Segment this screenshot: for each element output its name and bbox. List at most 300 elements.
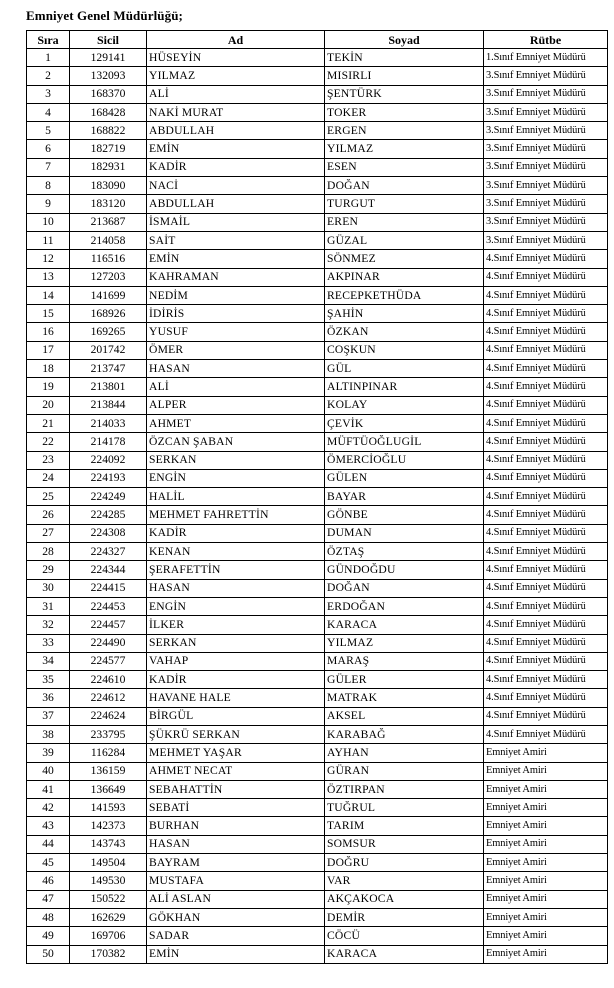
cell-ad: SERKAN — [147, 451, 325, 469]
cell-rutbe: Emniyet Amiri — [484, 817, 608, 835]
cell-rutbe: 4.Sınıf Emniyet Müdürü — [484, 378, 608, 396]
cell-sira: 45 — [27, 854, 70, 872]
cell-sicil: 224577 — [70, 652, 147, 670]
cell-soyad: DOĞAN — [325, 177, 484, 195]
cell-rutbe: 4.Sınıf Emniyet Müdürü — [484, 286, 608, 304]
cell-soyad: EREN — [325, 213, 484, 231]
cell-sira: 26 — [27, 506, 70, 524]
cell-sicil: 224092 — [70, 451, 147, 469]
cell-soyad: KARACA — [325, 616, 484, 634]
cell-sira: 22 — [27, 433, 70, 451]
cell-sicil: 182719 — [70, 140, 147, 158]
table-row — [27, 835, 608, 853]
cell-sira: 36 — [27, 689, 70, 707]
cell-ad: KADİR — [147, 671, 325, 689]
table-row — [27, 378, 608, 396]
cell-ad: ABDULLAH — [147, 195, 325, 213]
cell-sicil: 201742 — [70, 341, 147, 359]
cell-sicil: 214058 — [70, 231, 147, 249]
cell-rutbe: Emniyet Amiri — [484, 854, 608, 872]
cell-ad: SEBATİ — [147, 799, 325, 817]
cell-sicil: 224308 — [70, 524, 147, 542]
cell-soyad: DOĞAN — [325, 579, 484, 597]
cell-soyad: COŞKUN — [325, 341, 484, 359]
cell-rutbe: 4.Sınıf Emniyet Müdürü — [484, 250, 608, 268]
cell-ad: EMİN — [147, 945, 325, 963]
cell-rutbe: 4.Sınıf Emniyet Müdürü — [484, 634, 608, 652]
cell-sira: 28 — [27, 543, 70, 561]
cell-sira: 35 — [27, 671, 70, 689]
cell-ad: YILMAZ — [147, 67, 325, 85]
table-row — [27, 762, 608, 780]
cell-sicil: 136649 — [70, 780, 147, 798]
cell-ad: ÖZCAN ŞABAN — [147, 433, 325, 451]
cell-ad: HASAN — [147, 835, 325, 853]
table-row — [27, 890, 608, 908]
cell-sira: 8 — [27, 177, 70, 195]
cell-sicil: 224610 — [70, 671, 147, 689]
cell-sira: 40 — [27, 762, 70, 780]
table-row — [27, 689, 608, 707]
cell-sicil: 116516 — [70, 250, 147, 268]
cell-sira: 7 — [27, 158, 70, 176]
cell-soyad: ÖZTIRPAN — [325, 780, 484, 798]
cell-ad: ENGİN — [147, 469, 325, 487]
cell-soyad: ÖZKAN — [325, 323, 484, 341]
cell-sira: 6 — [27, 140, 70, 158]
cell-ad: ÖMER — [147, 341, 325, 359]
cell-sira: 9 — [27, 195, 70, 213]
cell-soyad: MATRAK — [325, 689, 484, 707]
cell-sicil: 224249 — [70, 488, 147, 506]
cell-soyad: KARACA — [325, 945, 484, 963]
cell-ad: MEHMET FAHRETTİN — [147, 506, 325, 524]
column-header-sira: Sıra — [27, 31, 70, 49]
cell-ad: AHMET — [147, 414, 325, 432]
cell-rutbe: 4.Sınıf Emniyet Müdürü — [484, 341, 608, 359]
cell-rutbe: 4.Sınıf Emniyet Müdürü — [484, 268, 608, 286]
cell-sira: 5 — [27, 122, 70, 140]
cell-ad: MUSTAFA — [147, 872, 325, 890]
cell-ad: AHMET NECAT — [147, 762, 325, 780]
cell-ad: ENGİN — [147, 597, 325, 615]
table-row — [27, 140, 608, 158]
table-row — [27, 451, 608, 469]
cell-rutbe: 4.Sınıf Emniyet Müdürü — [484, 451, 608, 469]
cell-sira: 11 — [27, 231, 70, 249]
cell-sira: 32 — [27, 616, 70, 634]
cell-sicil: 224415 — [70, 579, 147, 597]
cell-rutbe: 1.Sınıf Emniyet Müdürü — [484, 49, 608, 67]
table-row — [27, 305, 608, 323]
table-row — [27, 744, 608, 762]
cell-sicil: 214033 — [70, 414, 147, 432]
cell-sira: 48 — [27, 908, 70, 926]
table-row — [27, 634, 608, 652]
cell-ad: ŞÜKRÜ SERKAN — [147, 725, 325, 743]
cell-sira: 29 — [27, 561, 70, 579]
cell-ad: ALİ — [147, 378, 325, 396]
cell-sicil: 183120 — [70, 195, 147, 213]
cell-sicil: 224457 — [70, 616, 147, 634]
cell-soyad: DEMİR — [325, 908, 484, 926]
table-row — [27, 945, 608, 963]
cell-sicil: 141593 — [70, 799, 147, 817]
table-row — [27, 250, 608, 268]
cell-sira: 43 — [27, 817, 70, 835]
cell-soyad: KARABAĞ — [325, 725, 484, 743]
cell-ad: YUSUF — [147, 323, 325, 341]
cell-rutbe: 4.Sınıf Emniyet Müdürü — [484, 360, 608, 378]
cell-sira: 21 — [27, 414, 70, 432]
table-row — [27, 872, 608, 890]
table-row — [27, 854, 608, 872]
table-body — [27, 49, 608, 964]
page-title: Emniyet Genel Müdürlüğü; — [26, 8, 183, 23]
cell-rutbe: 3.Sınıf Emniyet Müdürü — [484, 67, 608, 85]
cell-soyad: TUĞRUL — [325, 799, 484, 817]
cell-ad: GÖKHAN — [147, 908, 325, 926]
cell-ad: SEBAHATTİN — [147, 780, 325, 798]
table-row — [27, 616, 608, 634]
cell-ad: SADAR — [147, 927, 325, 945]
cell-rutbe: Emniyet Amiri — [484, 908, 608, 926]
table-row — [27, 817, 608, 835]
cell-soyad: ŞAHİN — [325, 305, 484, 323]
cell-sira: 42 — [27, 799, 70, 817]
table-row — [27, 323, 608, 341]
cell-rutbe: 4.Sınıf Emniyet Müdürü — [484, 433, 608, 451]
cell-rutbe: 4.Sınıf Emniyet Müdürü — [484, 524, 608, 542]
cell-sicil: 213687 — [70, 213, 147, 231]
cell-soyad: ÇEVİK — [325, 414, 484, 432]
cell-soyad: ŞENTÜRK — [325, 85, 484, 103]
cell-sira: 30 — [27, 579, 70, 597]
cell-sicil: 168370 — [70, 85, 147, 103]
header-row — [27, 31, 608, 49]
cell-rutbe: 3.Sınıf Emniyet Müdürü — [484, 177, 608, 195]
column-header-rutbe: Rütbe — [484, 31, 608, 49]
cell-soyad: YILMAZ — [325, 140, 484, 158]
table-row — [27, 158, 608, 176]
cell-rutbe: 4.Sınıf Emniyet Müdürü — [484, 469, 608, 487]
cell-rutbe: 4.Sınıf Emniyet Müdürü — [484, 323, 608, 341]
table-row — [27, 488, 608, 506]
cell-sira: 25 — [27, 488, 70, 506]
cell-sira: 2 — [27, 67, 70, 85]
cell-ad: ALPER — [147, 396, 325, 414]
cell-ad: VAHAP — [147, 652, 325, 670]
cell-sicil: 168428 — [70, 103, 147, 121]
table-header — [27, 31, 608, 49]
column-header-sicil: Sicil — [70, 31, 147, 49]
cell-ad: İSMAİL — [147, 213, 325, 231]
cell-rutbe: 4.Sınıf Emniyet Müdürü — [484, 689, 608, 707]
cell-rutbe: 4.Sınıf Emniyet Müdürü — [484, 652, 608, 670]
cell-soyad: GÜL — [325, 360, 484, 378]
table-row — [27, 396, 608, 414]
table-row — [27, 49, 608, 67]
table-row — [27, 195, 608, 213]
cell-soyad: AKPINAR — [325, 268, 484, 286]
cell-sira: 47 — [27, 890, 70, 908]
cell-sira: 31 — [27, 597, 70, 615]
cell-rutbe: 3.Sınıf Emniyet Müdürü — [484, 231, 608, 249]
cell-sira: 38 — [27, 725, 70, 743]
cell-sira: 37 — [27, 707, 70, 725]
cell-rutbe: Emniyet Amiri — [484, 927, 608, 945]
table-row — [27, 725, 608, 743]
cell-ad: HAVANE HALE — [147, 689, 325, 707]
table-row — [27, 433, 608, 451]
cell-sicil: 213844 — [70, 396, 147, 414]
cell-sicil: 168926 — [70, 305, 147, 323]
table-row — [27, 469, 608, 487]
cell-ad: SAİT — [147, 231, 325, 249]
table-row — [27, 268, 608, 286]
cell-sira: 33 — [27, 634, 70, 652]
cell-soyad: ERGEN — [325, 122, 484, 140]
cell-soyad: GÖNBE — [325, 506, 484, 524]
cell-sicil: 168822 — [70, 122, 147, 140]
cell-sicil: 141699 — [70, 286, 147, 304]
table-row — [27, 103, 608, 121]
cell-sira: 20 — [27, 396, 70, 414]
cell-sicil: 132093 — [70, 67, 147, 85]
cell-sicil: 224285 — [70, 506, 147, 524]
table-row — [27, 597, 608, 615]
cell-sicil: 233795 — [70, 725, 147, 743]
cell-soyad: MÜFTÜOĞLUGİL — [325, 433, 484, 451]
cell-rutbe: 3.Sınıf Emniyet Müdürü — [484, 195, 608, 213]
cell-rutbe: 4.Sınıf Emniyet Müdürü — [484, 414, 608, 432]
cell-soyad: ERDOĞAN — [325, 597, 484, 615]
cell-sira: 12 — [27, 250, 70, 268]
cell-soyad: GÜLER — [325, 671, 484, 689]
table-row — [27, 414, 608, 432]
cell-soyad: ESEN — [325, 158, 484, 176]
cell-soyad: MISIRLI — [325, 67, 484, 85]
cell-soyad: BAYAR — [325, 488, 484, 506]
cell-sira: 19 — [27, 378, 70, 396]
cell-soyad: CÖCÜ — [325, 927, 484, 945]
table-row — [27, 927, 608, 945]
cell-sicil: 213801 — [70, 378, 147, 396]
cell-ad: HASAN — [147, 360, 325, 378]
cell-soyad: ÖMERCİOĞLU — [325, 451, 484, 469]
cell-rutbe: 4.Sınıf Emniyet Müdürü — [484, 671, 608, 689]
cell-rutbe: 4.Sınıf Emniyet Müdürü — [484, 725, 608, 743]
table-row — [27, 360, 608, 378]
cell-sira: 44 — [27, 835, 70, 853]
cell-ad: KADİR — [147, 158, 325, 176]
cell-rutbe: 3.Sınıf Emniyet Müdürü — [484, 213, 608, 231]
cell-ad: ŞERAFETTİN — [147, 561, 325, 579]
cell-rutbe: 4.Sınıf Emniyet Müdürü — [484, 396, 608, 414]
cell-sicil: 129141 — [70, 49, 147, 67]
cell-rutbe: Emniyet Amiri — [484, 780, 608, 798]
table-row — [27, 506, 608, 524]
table-row — [27, 543, 608, 561]
cell-sira: 24 — [27, 469, 70, 487]
table-row — [27, 85, 608, 103]
cell-sicil: 224490 — [70, 634, 147, 652]
cell-sicil: 170382 — [70, 945, 147, 963]
cell-ad: BAYRAM — [147, 854, 325, 872]
table-row — [27, 122, 608, 140]
cell-sira: 15 — [27, 305, 70, 323]
cell-sira: 18 — [27, 360, 70, 378]
cell-soyad: TEKİN — [325, 49, 484, 67]
cell-sicil: 224193 — [70, 469, 147, 487]
table-row — [27, 561, 608, 579]
cell-ad: BURHAN — [147, 817, 325, 835]
table-row — [27, 652, 608, 670]
cell-ad: ALİ ASLAN — [147, 890, 325, 908]
cell-sicil: 224612 — [70, 689, 147, 707]
table-row — [27, 799, 608, 817]
cell-ad: MEHMET YAŞAR — [147, 744, 325, 762]
cell-soyad: ÖZTAŞ — [325, 543, 484, 561]
cell-rutbe: 3.Sınıf Emniyet Müdürü — [484, 103, 608, 121]
cell-soyad: AKÇAKOCA — [325, 890, 484, 908]
cell-soyad: MARAŞ — [325, 652, 484, 670]
cell-ad: BİRGÜL — [147, 707, 325, 725]
cell-soyad: YILMAZ — [325, 634, 484, 652]
cell-sira: 49 — [27, 927, 70, 945]
cell-ad: HÜSEYİN — [147, 49, 325, 67]
cell-sicil: 224327 — [70, 543, 147, 561]
cell-sicil: 142373 — [70, 817, 147, 835]
cell-sicil: 136159 — [70, 762, 147, 780]
cell-soyad: TOKER — [325, 103, 484, 121]
cell-sicil: 116284 — [70, 744, 147, 762]
cell-soyad: SOMSUR — [325, 835, 484, 853]
cell-ad: NACİ — [147, 177, 325, 195]
cell-rutbe: Emniyet Amiri — [484, 872, 608, 890]
cell-rutbe: Emniyet Amiri — [484, 744, 608, 762]
cell-soyad: SÖNMEZ — [325, 250, 484, 268]
cell-rutbe: 4.Sınıf Emniyet Müdürü — [484, 616, 608, 634]
table-row — [27, 671, 608, 689]
cell-ad: KAHRAMAN — [147, 268, 325, 286]
cell-sira: 27 — [27, 524, 70, 542]
cell-rutbe: Emniyet Amiri — [484, 890, 608, 908]
cell-ad: HASAN — [147, 579, 325, 597]
cell-sicil: 213747 — [70, 360, 147, 378]
table-row — [27, 524, 608, 542]
cell-soyad: VAR — [325, 872, 484, 890]
cell-ad: KENAN — [147, 543, 325, 561]
cell-sira: 41 — [27, 780, 70, 798]
cell-sira: 39 — [27, 744, 70, 762]
cell-sira: 50 — [27, 945, 70, 963]
cell-sicil: 224453 — [70, 597, 147, 615]
cell-sira: 46 — [27, 872, 70, 890]
table-row — [27, 231, 608, 249]
cell-soyad: TARIM — [325, 817, 484, 835]
table-row — [27, 341, 608, 359]
cell-soyad: RECEPKETHÜDA — [325, 286, 484, 304]
cell-soyad: GÜNDOĞDU — [325, 561, 484, 579]
cell-rutbe: Emniyet Amiri — [484, 762, 608, 780]
cell-ad: HALİL — [147, 488, 325, 506]
table-row — [27, 707, 608, 725]
personnel-table — [26, 30, 608, 964]
cell-sira: 14 — [27, 286, 70, 304]
cell-sicil: 182931 — [70, 158, 147, 176]
cell-soyad: AKSEL — [325, 707, 484, 725]
cell-soyad: ALTINPINAR — [325, 378, 484, 396]
cell-ad: NAKİ MURAT — [147, 103, 325, 121]
cell-sira: 16 — [27, 323, 70, 341]
cell-sicil: 169265 — [70, 323, 147, 341]
cell-rutbe: 4.Sınıf Emniyet Müdürü — [484, 488, 608, 506]
cell-ad: SERKAN — [147, 634, 325, 652]
cell-rutbe: 4.Sınıf Emniyet Müdürü — [484, 579, 608, 597]
cell-sira: 1 — [27, 49, 70, 67]
cell-sicil: 150522 — [70, 890, 147, 908]
cell-ad: EMİN — [147, 140, 325, 158]
cell-soyad: KOLAY — [325, 396, 484, 414]
cell-sicil: 224344 — [70, 561, 147, 579]
cell-sicil: 162629 — [70, 908, 147, 926]
cell-rutbe: Emniyet Amiri — [484, 799, 608, 817]
cell-soyad: TURGUT — [325, 195, 484, 213]
cell-soyad: GÜZAL — [325, 231, 484, 249]
cell-ad: ABDULLAH — [147, 122, 325, 140]
cell-rutbe: 4.Sınıf Emniyet Müdürü — [484, 597, 608, 615]
cell-rutbe: 4.Sınıf Emniyet Müdürü — [484, 543, 608, 561]
cell-rutbe: 4.Sınıf Emniyet Müdürü — [484, 305, 608, 323]
table-row — [27, 286, 608, 304]
cell-rutbe: 4.Sınıf Emniyet Müdürü — [484, 561, 608, 579]
cell-rutbe: 3.Sınıf Emniyet Müdürü — [484, 158, 608, 176]
table-row — [27, 213, 608, 231]
cell-ad: KADİR — [147, 524, 325, 542]
column-header-ad: Ad — [147, 31, 325, 49]
cell-rutbe: 3.Sınıf Emniyet Müdürü — [484, 140, 608, 158]
cell-sicil: 169706 — [70, 927, 147, 945]
table-row — [27, 780, 608, 798]
cell-sira: 3 — [27, 85, 70, 103]
cell-rutbe: 4.Sınıf Emniyet Müdürü — [484, 707, 608, 725]
cell-rutbe: Emniyet Amiri — [484, 945, 608, 963]
cell-sicil: 224624 — [70, 707, 147, 725]
cell-sira: 4 — [27, 103, 70, 121]
cell-rutbe: 4.Sınıf Emniyet Müdürü — [484, 506, 608, 524]
table-row — [27, 67, 608, 85]
cell-rutbe: 3.Sınıf Emniyet Müdürü — [484, 85, 608, 103]
cell-sicil: 127203 — [70, 268, 147, 286]
table-row — [27, 177, 608, 195]
cell-ad: ALİ — [147, 85, 325, 103]
cell-sira: 10 — [27, 213, 70, 231]
cell-soyad: AYHAN — [325, 744, 484, 762]
cell-rutbe: 3.Sınıf Emniyet Müdürü — [484, 122, 608, 140]
cell-soyad: GÜRAN — [325, 762, 484, 780]
cell-ad: İDİRİS — [147, 305, 325, 323]
table-row — [27, 908, 608, 926]
table-row — [27, 579, 608, 597]
cell-sicil: 214178 — [70, 433, 147, 451]
cell-sicil: 183090 — [70, 177, 147, 195]
cell-soyad: DOĞRU — [325, 854, 484, 872]
cell-sicil: 149504 — [70, 854, 147, 872]
cell-sicil: 149530 — [70, 872, 147, 890]
cell-ad: İLKER — [147, 616, 325, 634]
cell-sira: 13 — [27, 268, 70, 286]
